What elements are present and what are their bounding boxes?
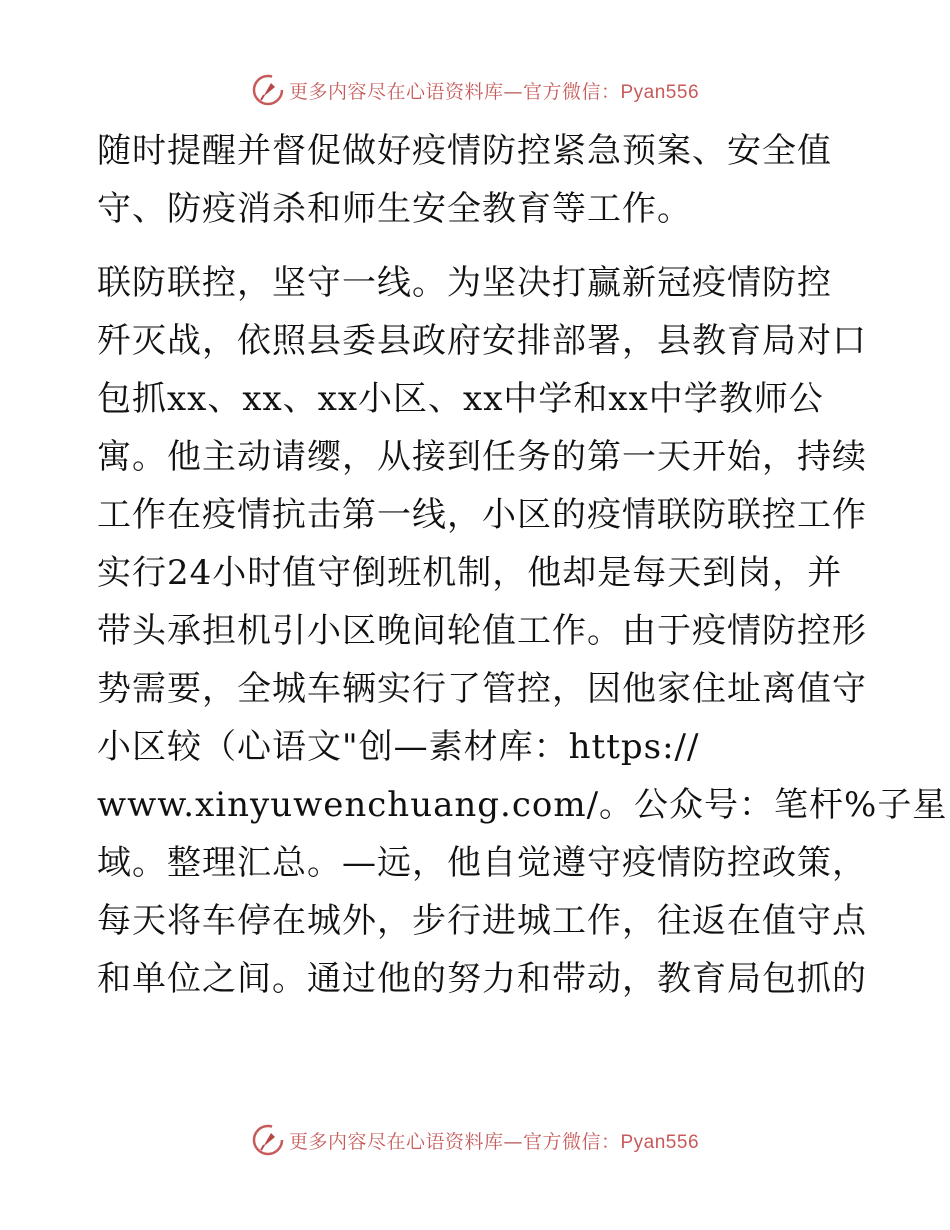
paragraph-1 [97,122,857,238]
watermark-text [289,1127,699,1154]
watermark-text [289,77,699,104]
watermark-label: 官方微信： [522,1130,621,1153]
paragraph-gap [97,238,857,254]
text-line: 小区较（心语文"创—素材库：https:// [97,727,700,767]
text-line: 和单位之间。通过他的努力和带动，教育局包抓的 [97,959,867,999]
pen-nib-logo-icon [251,73,285,107]
text-line: 域。整理汇总。—远，他自觉遵守疫情防控政策， [97,843,867,883]
watermark-wechat: Pyan556 [620,1131,700,1153]
text-line: 联防联控，坚守一线。为坚决打赢新冠疫情防控 [97,263,832,303]
text-line: 守、防疫消杀和师生安全教育等工作。 [97,189,692,229]
watermark-main: 更多内容尽在心语资料库 [288,1130,504,1153]
watermark-dash: — [503,1130,523,1153]
text-line: 势需要，全城车辆实行了管控，因他家住址离值守 [97,669,867,709]
text-line: 工作在疫情抗击第一线，小区的疫情联防联控工作 [97,495,867,535]
watermark-dash: — [503,80,523,103]
text-line: 带头承担机引小区晚间轮值工作。由于疫情防控形 [97,611,867,651]
watermark-wechat: Pyan556 [620,81,700,103]
header-watermark [0,70,950,110]
text-line: 随时提醒并督促做好疫情防控紧急预案、安全值 [97,131,832,171]
text-line: 每天将车停在城外，步行进城工作，往返在值守点 [97,901,867,941]
paragraph-2 [97,254,948,1008]
text-line: www.xinyuwenchuang.com/。公众号：笔杆%子星 [97,785,948,825]
text-line: 歼灭战，依照县委县政府安排部署，县教育局对口 [97,321,867,361]
watermark-label: 官方微信： [522,80,621,103]
pen-nib-logo-icon [251,1123,285,1157]
text-line: 包抓xx、xx、xx小区、xx中学和xx中学教师公 [97,379,824,419]
watermark-main: 更多内容尽在心语资料库 [288,80,504,103]
text-line: 实行24小时值守倒班机制，他却是每天到岗，并 [97,553,843,593]
footer-watermark [0,1120,950,1160]
text-line: 寓。他主动请缨，从接到任务的第一天开始，持续 [97,437,867,477]
document-body [97,122,948,1008]
